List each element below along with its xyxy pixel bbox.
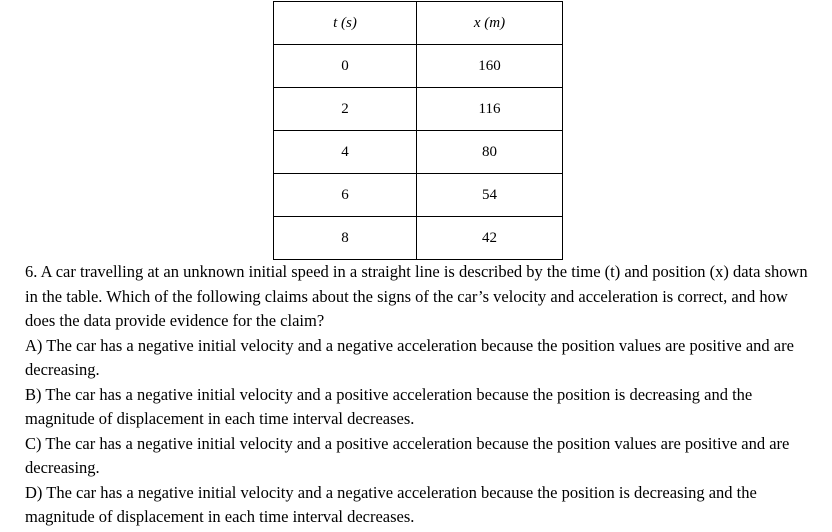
table-row bbox=[274, 131, 563, 174]
table-cell-position: 116 bbox=[417, 88, 563, 131]
table-cell-position: 80 bbox=[417, 131, 563, 174]
column-header-position: x (m) bbox=[417, 2, 563, 45]
table-cell-position: 160 bbox=[417, 45, 563, 88]
table-cell-time: 4 bbox=[274, 131, 417, 174]
question-stem: 6. A car travelling at an unknown initial speed in a straight line is described by the time (t) and position (x) data shown in the table. Which of the following claims about the signs of the car’s velocity and acceleration is correct, and how does the data provide evidence for the claim? bbox=[25, 262, 808, 330]
table-cell-time: 6 bbox=[274, 174, 417, 217]
answer-option-d[interactable]: D) The car has a negative initial velocity and a negative acceleration because the position is decreasing and the magnitude of displacement in each time interval decreases. bbox=[25, 482, 757, 526]
table-header-row bbox=[274, 2, 563, 45]
time-position-table bbox=[273, 1, 563, 260]
answer-option-b[interactable]: B) The car has a negative initial velocity and a positive acceleration because the position is decreasing and the magnitude of displacement in each time interval decreases. bbox=[25, 384, 753, 428]
column-header-time: t (s) bbox=[274, 2, 417, 45]
table-row bbox=[274, 45, 563, 88]
table-row bbox=[274, 217, 563, 260]
table-row bbox=[274, 174, 563, 217]
table-cell-time: 2 bbox=[274, 88, 417, 131]
table-cell-position: 54 bbox=[417, 174, 563, 217]
question-block bbox=[25, 260, 820, 530]
answer-option-a[interactable]: A) The car has a negative initial velocity and a negative acceleration because the position values are positive and are decreasing. bbox=[25, 335, 794, 379]
answer-option-c[interactable]: C) The car has a negative initial velocity and a positive acceleration because the position values are positive and are decreasing. bbox=[25, 433, 790, 477]
table-cell-time: 0 bbox=[274, 45, 417, 88]
table-cell-position: 42 bbox=[417, 217, 563, 260]
table-row bbox=[274, 88, 563, 131]
table-cell-time: 8 bbox=[274, 217, 417, 260]
